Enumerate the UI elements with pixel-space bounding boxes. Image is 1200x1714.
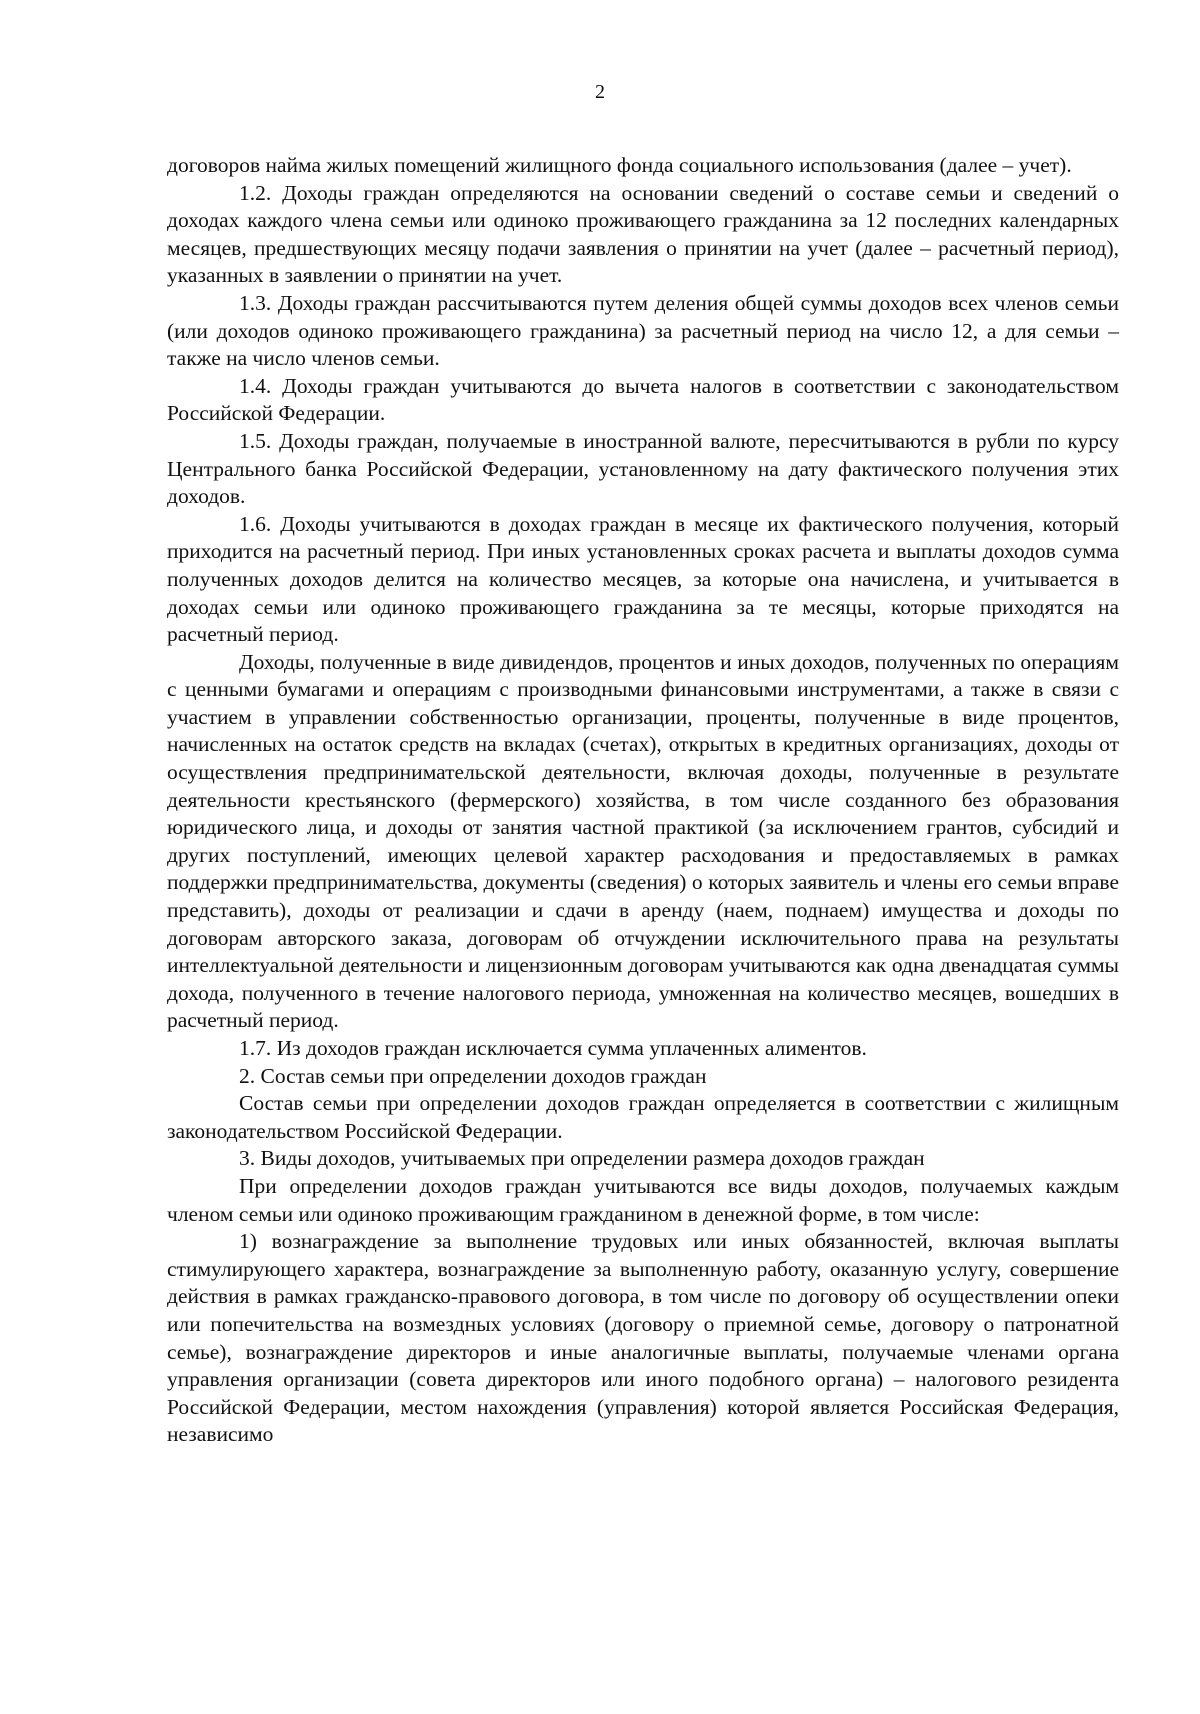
paragraph-1-2: 1.2. Доходы граждан определяются на основании сведений о составе семьи и сведений о доходах каждого члена семьи или одиноко проживающего гражданина за 12 последних календарных месяцев, предшествующих месяцу подачи заявления о принятии на учет (далее – расчетный период), указанных в заявлении о принятии на учет. <box>167 180 1119 288</box>
document-body <box>167 152 1119 1449</box>
section-heading-2: 2. Состав семьи при определении доходов граждан <box>239 1063 707 1088</box>
page-number: 2 <box>595 81 605 103</box>
paragraph-3-text: При определении доходов граждан учитываются все виды доходов, получаемых каждым членом семьи или одиноко проживающим гражданином в денежной форме, в том числе: <box>167 1173 1119 1226</box>
paragraph-1-6-dividends: Доходы, полученные в виде дивидендов, процентов и иных доходов, полученных по операциям с ценными бумагами и операциям с производными финансовыми инструментами, а также в связи с участием в управлении собственностью организации, проценты, полученные в виде процентов, начисленных на остаток средств на вкладах (счетах), открытых в кредитных организациях, доходы от осуществления предпринимательской деятельности, включая доходы, полученные в результате деятельности крестьянского (фермерского) хозяйства, в том числе созданного без образования юридического лица, и доходы от занятия частной практикой (за исключением грантов, субсидий и других поступлений, имеющих целевой характер расходования и предоставляемых в рамках поддержки предпринимательства, документы (сведения) о которых заявитель и члены его семьи вправе представить), доходы от реализации и сдачи в аренду (наем, поднаем) имущества и доходы по договорам авторского заказа, договорам об отчуждении исключительного права на результаты интеллектуальной деятельности и лицензионным договорам учитываются как одна двенадцатая суммы дохода, полученного в течение налогового периода, умноженная на количество месяцев, вошедших в расчетный период. <box>167 649 1119 1033</box>
paragraph-1-3: 1.3. Доходы граждан рассчитываются путем деления общей суммы доходов всех членов семьи (или доходов одиноко проживающего гражданина) за расчетный период на число 12, а для семьи – также на число членов семьи. <box>167 290 1119 371</box>
paragraph-2-text: Состав семьи при определении доходов граждан определяется в соответствии с жилищным законодательством Российской Федерации. <box>167 1091 1119 1143</box>
paragraph-1-4: 1.4. Доходы граждан учитываются до вычета налогов в соответствии с законодательством Российской Федерации. <box>167 373 1119 426</box>
section-heading-3: 3. Виды доходов, учитываемых при определении размера доходов граждан <box>239 1146 925 1171</box>
paragraph-1-7: 1.7. Из доходов граждан исключается сумма уплаченных алиментов. <box>239 1036 867 1060</box>
paragraph-continuation: договоров найма жилых помещений жилищного фонда социального использования (далее – учет). <box>167 153 1072 177</box>
list-item-1: 1) вознаграждение за выполнение трудовых или иных обязанностей, включая выплаты стимулирующего характера, вознаграждение за выполненную работу, оказанную услугу, совершение действия в рамках гражданско-правового договора, в том числе по договору об осуществлении опеки или попечительства на возмездных условиях (договору о приемной семье, договору о патронатной семье), вознаграждение директоров и иные аналогичные выплаты, получаемые членами органа управления организации (совета директоров или иного подобного органа) – налогового резидента Российской Федерации, местом нахождения (управления) которой является Российская Федерация, независимо <box>167 1229 1119 1447</box>
paragraph-1-5: 1.5. Доходы граждан, получаемые в иностранной валюте, пересчитываются в рубли по курсу Центрального банка Российской Федерации, установленному на дату фактического получения этих доходов. <box>167 428 1119 509</box>
paragraph-1-6: 1.6. Доходы учитываются в доходах граждан в месяце их фактического получения, который приходится на расчетный период. При иных установленных сроках расчета и выплаты доходов сумма полученных доходов делится на количество месяцев, за которые она начислена, и учитывается в доходах семьи или одиноко проживающего гражданина за те месяцы, которые приходятся на расчетный период. <box>167 511 1119 647</box>
